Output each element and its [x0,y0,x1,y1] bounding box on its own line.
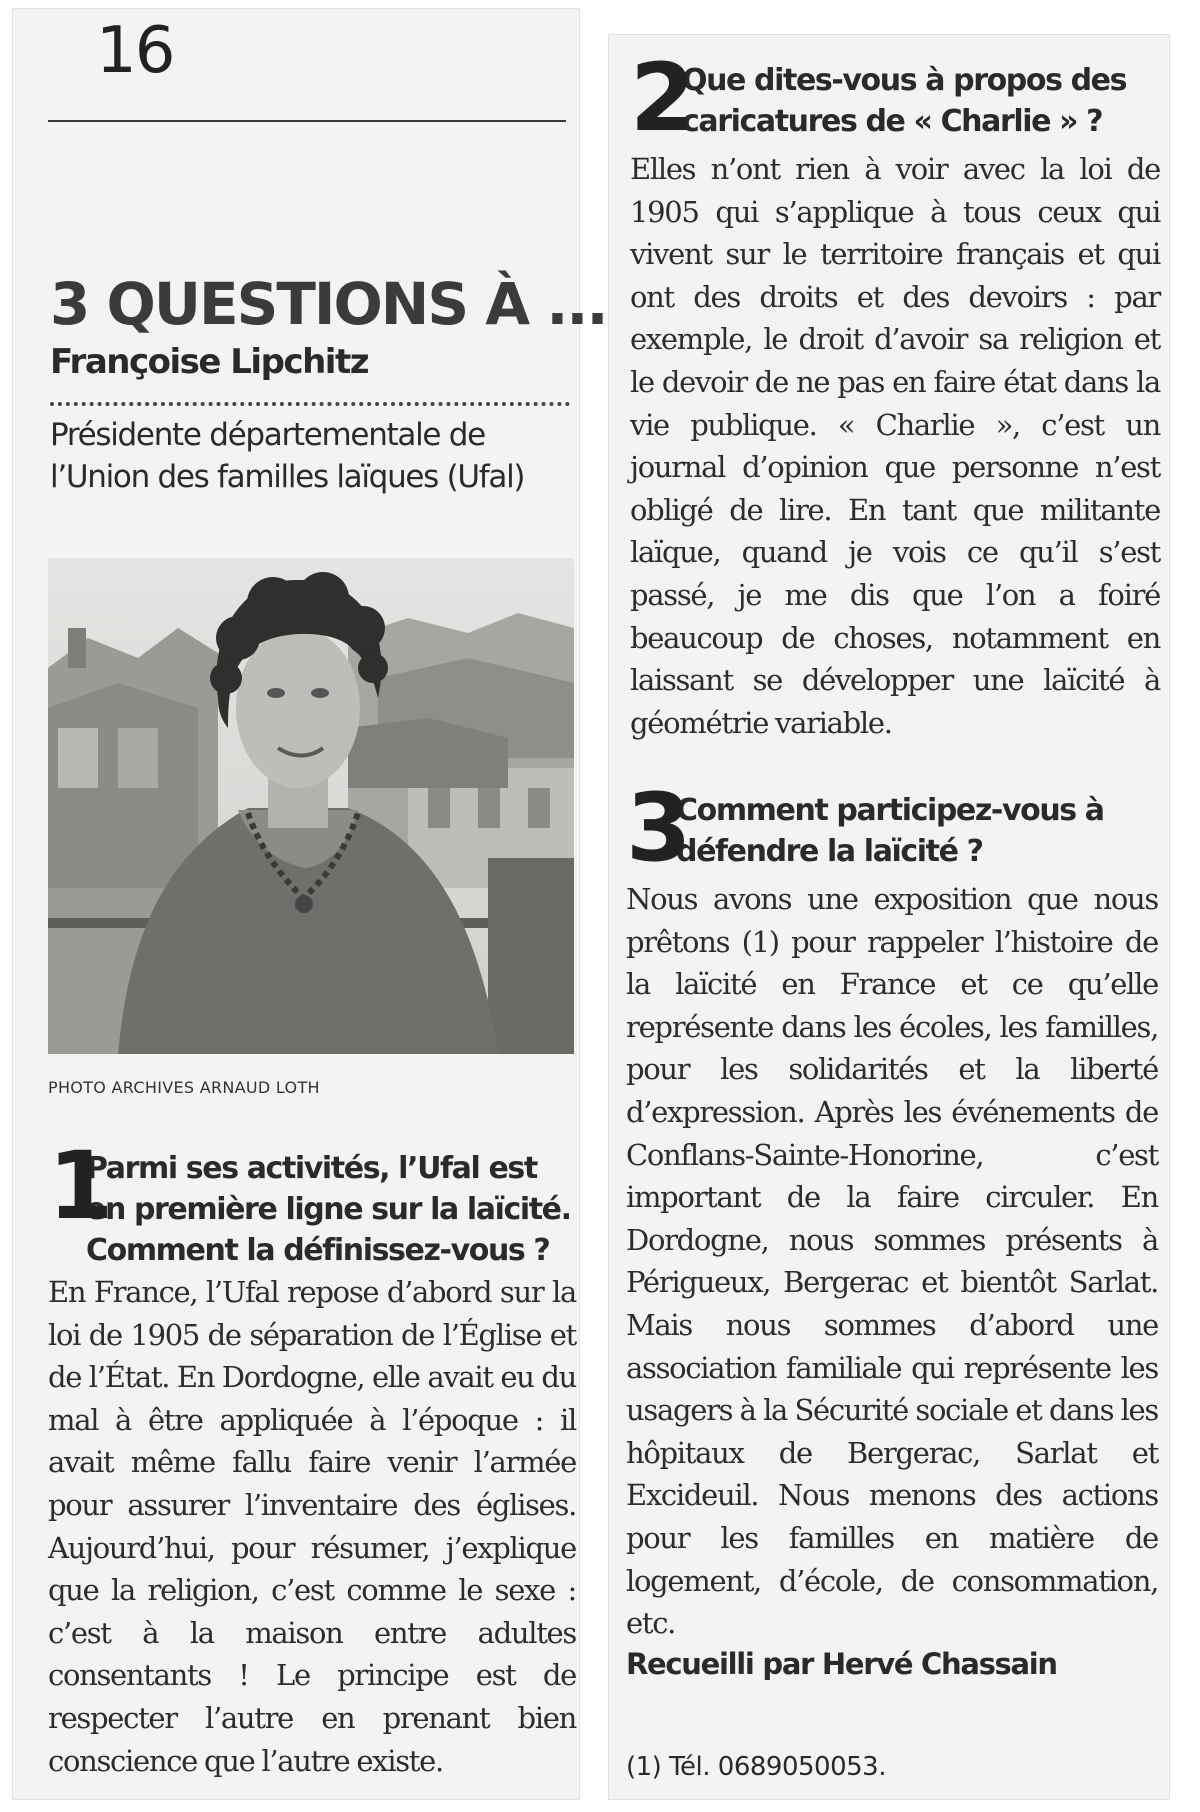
photo-credit: PHOTO ARCHIVES ARNAUD LOTH [48,1078,320,1097]
question-number: 2 [630,44,693,153]
question-title: Parmi ses activités, l’Ufal est en première ligne sur la laïcité. Comment la définissez-vous ? [86,1151,571,1268]
answer-text: En France, l’Ufal repose d’abord sur la loi de 1905 de séparation de l’Église et de l’État. En Dordogne, elle avait eu du mal à être appliquée à l’époque : il avait même fallu faire venir l’armée pour assurer l’inventaire des églises. Aujourd’hui, pour résumer, j’explique que la religion, c’est comme le sexe : c’est à la maison entre adultes consentants ! Le principe est de respecter l’autre en prenant bien conscience que l’autre existe. [48,1275,576,1778]
page-number: 16 [96,14,174,88]
portrait-photo-illustration [48,558,574,1054]
question-1-heading [48,1132,576,1271]
answer-text: Nous avons une exposition que nous prêtons (1) pour rappeler l’histoire de la laïcité en France et ce qu’elle représente dans les écoles, les familles, pour les solidarités et la liberté d’expression. Après les événements de Conflans-Sainte-Honorine, c’est important de la faire circuler. En Dordogne, nous sommes présents à Périgueux, Bergerac et bientôt Sarlat. Mais nous sommes d’abord une association familiale qui représente les usagers à la Sécurité sociale et dans les hôpitaux de Bergerac, Sarlat et Excideuil. Nous menons des actions pour les familles en matière de logement, d’école, de consommation, etc. [626,882,1158,1641]
interviewee-role: Présidente départementale de l’Union des familles laïques (Ufal) [50,417,525,495]
question-title: Comment participez-vous à défendre la laïcité ? [676,793,1104,869]
portrait-photo [48,558,574,1054]
question-2-block [630,44,1160,744]
dotted-divider [50,402,570,406]
footnote: (1) Tél. 0689050053. [626,1752,886,1782]
section-kicker: 3 QUESTIONS À ... [50,270,607,338]
question-3-heading [626,774,1158,883]
question-number: 3 [626,774,689,883]
header-rule [48,120,566,122]
interviewee-name: Françoise Lipchitz [50,342,368,382]
answer-text: Elles n’ont rien à voir avec la loi de 1905 qui s’applique à tous ceux qui vivent sur le territoire français et qui ont des droits et des devoirs : par exemple, le droit d’avoir sa religion et le devoir de ne pas en faire état dans la vie publique. « Charlie », c’est un journal d’opinion que personne n’est obligé de lire. En tant que militante laïque, quand je vois ce qu’il s’est passé, je me dis que l’on a foiré beaucoup de choses, notamment en laissant se développer une laïcité à géométrie variable. [630,152,1160,740]
byline: Recueilli par Hervé Chassain [626,1646,1057,1681]
question-title: Que dites-vous à propos des caricatures de « Charlie » ? [682,63,1127,139]
question-2-heading [630,44,1160,153]
question-1-block [48,1132,576,1782]
question-3-block [626,774,1158,1681]
question-number: 1 [48,1132,111,1241]
